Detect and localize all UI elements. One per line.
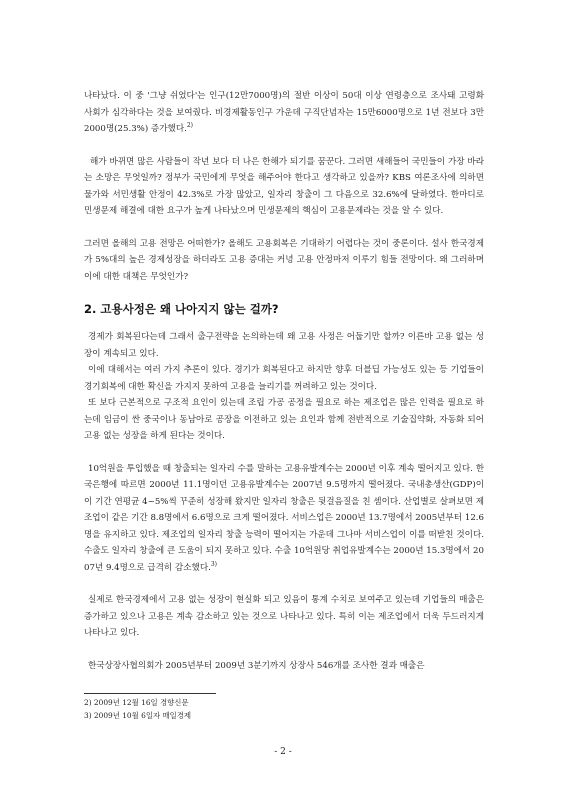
body-paragraph: 이에 대해서는 여러 가지 추론이 있다. 경기가 회복된다고 하지만 향후 더블딥 가능성도 있는 등 기업들이 경기회복에 대한 확신을 가지지 못하여 고용을 늘리기를 꺼려하고 있는 것이다. — [84, 365, 484, 392]
page-number: - 2 - — [274, 747, 292, 757]
body-paragraph: 그러면 올해의 고용 전망은 어떠한가? 올해도 고용회복은 기대하기 어렵다는 것이 중론이다. 설사 한국경제가 5%대의 높은 경제성장을 하더라도 고용 증대는 커녕 고용 안정마저 이루기 힘들 전망이다. 왜 그러하며 이에 대한 대책은 무엇인가? — [84, 238, 484, 282]
footnote-ref: 2) — [186, 122, 194, 130]
section-heading: 2. 고용사정은 왜 나아지지 않는 걸까? — [84, 302, 279, 316]
footnote-divider — [84, 693, 216, 694]
body-paragraph: 한국상장사협의회가 2005년부터 2009년 3분기까지 상장사 546개를 조사한 결과 매출은 — [88, 660, 425, 671]
body-paragraph: 나타났다. 이 중 '그냥 쉬었다'는 인구(12만7000명)의 절반 이상이 50대 이상 연령층으로 조사돼 고령화 사회가 심각하다는 것을 보여줬다. 비경제활동인구 가운데 구직단념자는 15만6000명으로 1년 전보다 3만2000명(25.3%) 증가했다.$^{2)}$ — [84, 91, 484, 134]
footnote-ref: 3) — [210, 560, 218, 568]
footnote: 3) 2009년 10월 6일자 매일경제 — [84, 710, 192, 720]
page-content — [84, 88, 484, 674]
body-paragraph: 경제가 회복된다는데 그래서 출구전략을 논의하는데 왜 고용 사정은 어둡기만 할까? 이른바 고용 없는 성장이 계속되고 있다. — [84, 332, 484, 359]
footnotes — [84, 697, 484, 722]
body-paragraph: 10억원을 투입했을 때 창출되는 일자리 수를 말하는 고용유발계수는 2000년 이후 계속 떨어지고 있다. 한국은행에 따르면 2000년 11.1명이던 고용유발계수는 2007년 9.5명까지 떨어졌다. 국내총생산(GDP)이 이 기간 연평균 4~5%씩 꾸준히 성장해 왔지만 일자리 창출은 뒷걸음질을 친 셈이다. 산업별로 살펴보면 제조업이 같은 기간 8.8명에서 6.6명으로 크게 떨어졌다. 서비스업은 2000년 13.7명에서 2005년부터 12.6명을 유지하고 있다. 제조업의 일자리 창출 능력이 떨어지는 가운데 그나마 서비스업이 이를 떠받친 것이다. 수출도 일자리 창출에 큰 도움이 되지 못하고 있다. 수출 10억원당 취업유발계수는 2000년 15.3명에서 2007년 9.4명으로 급격히 감소했다.$^{3)}$ — [84, 463, 484, 573]
body-paragraph: 해가 바뀌면 많은 사람들이 작년 보다 더 나은 한해가 되기를 꿈꾼다. 그러면 새해들어 국민들이 가장 바라는 소망은 무엇일까? 정부가 국민에게 무엇을 해주어야 한다고 생각하고 있을까? KBS 여론조사에 의하면 물가와 서민생활 안정이 42.3%로 가장 많았고, 일자리 창출이 그 다음으로 32.6%에 달하였다. 한마디로 민생문제 해결에 대한 요구가 높게 나타났으며 민생문제의 핵심이 고용문제라는 것을 알 수 있다. — [84, 156, 484, 216]
footnote: 2) 2009년 12월 16일 경향신문 — [84, 698, 189, 707]
body-paragraph: 또 보다 근본적으로 구조적 요인이 있는데 조립 가공 공정을 필요로 하는 제조업은 많은 인력을 필요로 하는데 임금이 싼 중국이나 동남아로 공장을 이전하고 있는 요인과 함께 전반적으로 기술집약화, 자동화 되어 고용 없는 성장을 하게 된다는 것이다. — [84, 398, 484, 441]
body-paragraph: 실제로 한국경제에서 고용 없는 성장이 현실화 되고 있음이 통계 수치로 보여주고 있는데 기업들의 매출은 증가하고 있으나 고용은 계속 감소하고 있는 것으로 나타나고 있다. 특히 이는 제조업에서 더욱 두드러지게 나타나고 있다. — [84, 595, 484, 638]
